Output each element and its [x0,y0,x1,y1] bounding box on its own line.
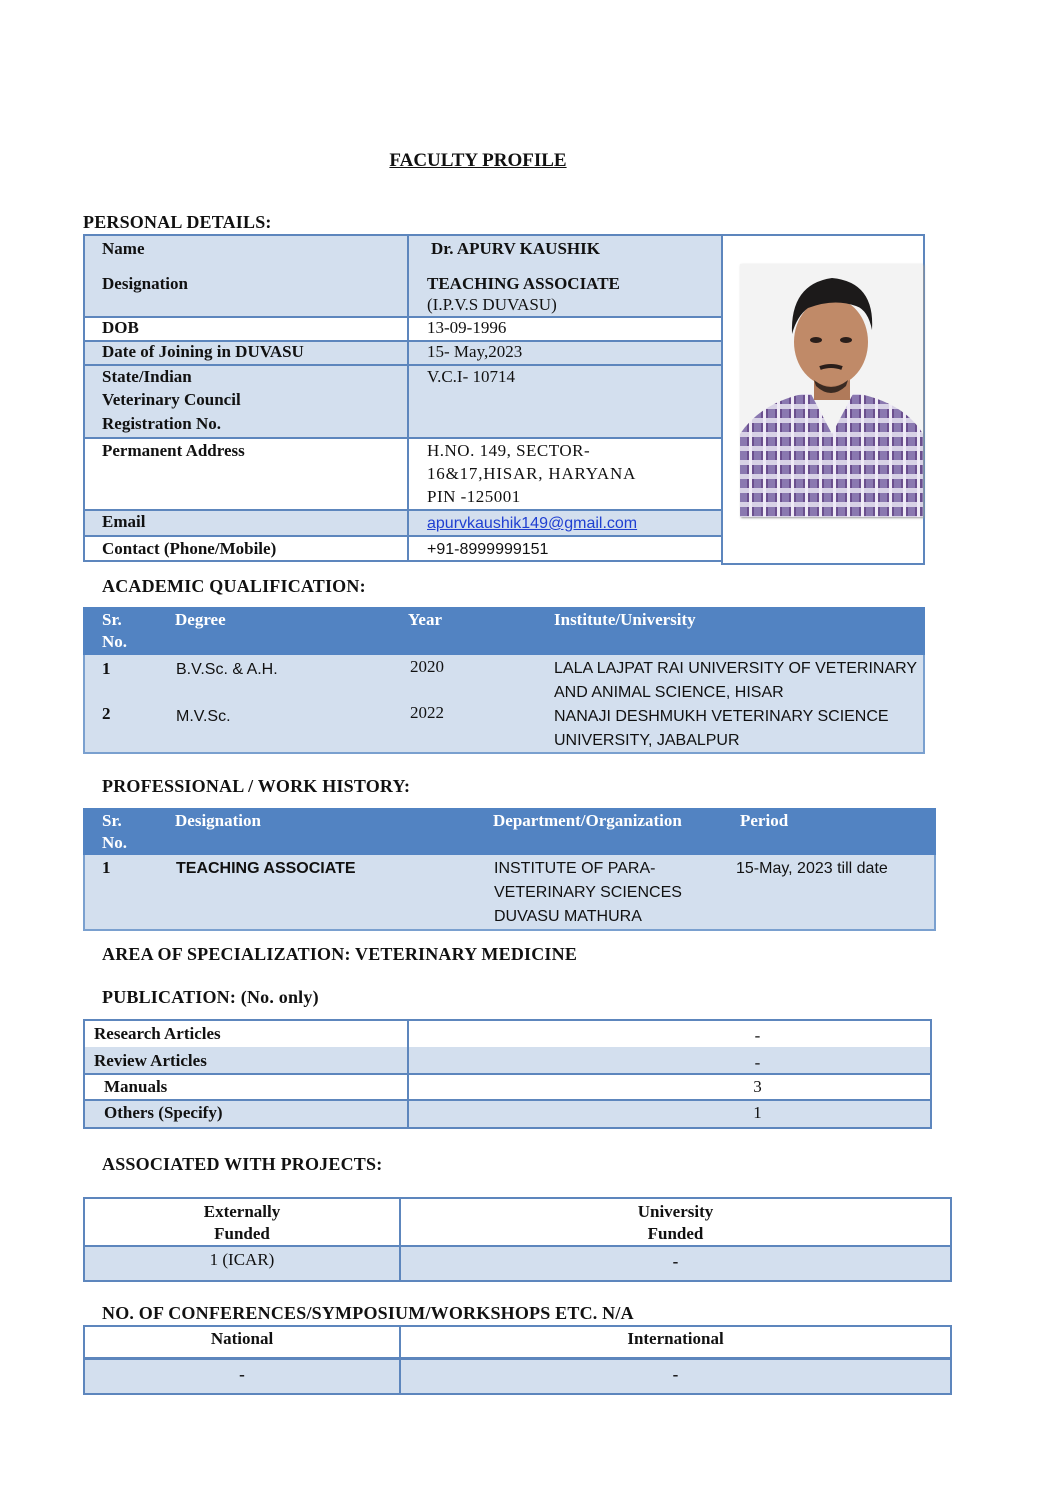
pd-row-name [83,234,721,271]
pub-label: Research Articles [94,1024,221,1043]
cell-sr: 1 [102,659,111,678]
personal-details-heading: PERSONAL DETAILS: [83,212,272,232]
pd-value-line: 16&17,HISAR, HARYANA [427,464,637,483]
conferences-national-value: - [239,1365,245,1384]
pd-value: +91-8999999151 [427,541,549,558]
cell-department-line: VETERINARY SCIENCES [494,884,682,901]
pd-row-designation [83,269,721,318]
projects-col-university-line: Funded [647,1224,704,1243]
pd-border-left [83,234,85,561]
pd-row-dob [83,318,721,342]
email-link[interactable]: apurvkaushik149@gmail.com [427,515,638,532]
pd-value: 13-09-1996 [427,318,507,337]
pd-row-registration [83,366,721,439]
academic-body [83,655,925,754]
col-header-sr: Sr. [102,811,122,830]
pd-value: Dr. APURV KAUSHIK [431,239,600,258]
cell-sr: 1 [102,858,111,877]
projects-col-university-line: University [637,1202,714,1221]
pd-value: 15- May,2023 [427,342,523,361]
cell-sr: 2 [102,704,111,723]
pub-value: 3 [753,1077,762,1096]
cell-institute-line: UNIVERSITY, JABALPUR [554,732,740,749]
cell-institute-line: NANAJI DESHMUKH VETERINARY SCIENCE [554,708,889,725]
projects-heading: ASSOCIATED WITH PROJECTS: [102,1154,383,1174]
pd-value: TEACHING ASSOCIATE [427,274,620,293]
portrait-image [740,264,923,517]
table-row [83,1075,932,1101]
table-row [83,1101,932,1129]
cell-period: 15-May, 2023 till date [736,860,888,877]
specialization-heading: AREA OF SPECIALIZATION: VETERINARY MEDICINE [102,944,578,964]
pd-label: Permanent Address [102,441,245,460]
photo-frame [721,234,925,565]
pd-label-line: Registration No. [102,414,221,433]
pd-value-line: H.NO. 149, SECTOR- [427,441,591,460]
pub-value: - [754,1026,761,1045]
projects-row-divider [83,1245,950,1247]
col-header-no: No. [102,833,128,852]
pd-value-sub: (I.P.V.S DUVASU) [427,295,557,314]
pd-row-email [83,511,721,537]
table-row [83,1019,932,1049]
col-header-period: Period [740,811,789,830]
cell-designation: TEACHING ASSOCIATE [176,860,356,877]
projects-col-external-line: Externally [203,1202,281,1221]
pd-label: Email [102,512,146,531]
pd-label-line: Veterinary Council [102,390,241,409]
cell-degree: B.V.Sc. & A.H. [176,661,278,678]
projects-col-external-line: Funded [214,1224,270,1243]
conferences-col-international: International [627,1329,724,1348]
cell-institute-line: AND ANIMAL SCIENCE, HISAR [554,684,784,701]
pd-row-contact [83,537,721,562]
col-header-institute: Institute/University [554,610,696,629]
cell-institute-line: LALA LAJPAT RAI UNIVERSITY OF VETERINARY [554,660,918,677]
pd-value-line: PIN -125001 [427,487,521,506]
conferences-row-divider [83,1357,950,1360]
work-history-heading: PROFESSIONAL / WORK HISTORY: [102,776,411,796]
pub-divider [407,1019,409,1129]
table-row [83,1047,932,1075]
col-header-designation: Designation [175,811,261,830]
page-title: FACULTY PROFILE [389,150,567,171]
pd-value: V.C.I- 10714 [427,367,515,386]
conferences-international-value: - [672,1365,679,1384]
pub-value: 1 [753,1103,762,1122]
pd-label: Designation [102,274,188,293]
col-header-degree: Degree [175,610,226,629]
projects-university-value: - [672,1252,679,1271]
publication-heading: PUBLICATION: (No. only) [102,987,319,1007]
cell-department-line: INSTITUTE OF PARA- [494,860,656,877]
cell-year: 2020 [410,657,444,676]
pub-label: Manuals [104,1077,168,1096]
academic-header-row [83,607,925,655]
pub-label: Others (Specify) [104,1103,223,1122]
pub-label: Review Articles [94,1051,207,1070]
pd-label: Name [102,239,145,258]
col-header-sr: Sr. [102,610,122,629]
pd-label: Contact (Phone/Mobile) [102,539,277,558]
col-header-no: No. [102,632,128,651]
pd-label-line: State/Indian [102,367,192,386]
col-header-department: Department/Organization [493,811,682,830]
work-header-row [83,808,936,855]
pd-row-address [83,439,721,511]
conferences-col-national: National [210,1329,274,1348]
pd-label: DOB [102,318,139,337]
projects-external-value: 1 (ICAR) [209,1250,275,1269]
cell-degree: M.V.Sc. [176,708,231,725]
pub-value: - [754,1053,761,1072]
conferences-heading: NO. OF CONFERENCES/SYMPOSIUM/WORKSHOPS ETC. N/A [102,1303,634,1323]
academic-heading: ACADEMIC QUALIFICATION: [102,576,366,596]
pd-label: Date of Joining in DUVASU [102,342,304,361]
work-body [83,855,936,931]
cell-year: 2022 [410,703,444,722]
cell-department-line: DUVASU MATHURA [494,908,642,925]
col-header-year: Year [408,610,442,629]
pd-row-joining [83,342,721,366]
pd-divider [407,234,409,561]
profile-photo [740,264,923,517]
